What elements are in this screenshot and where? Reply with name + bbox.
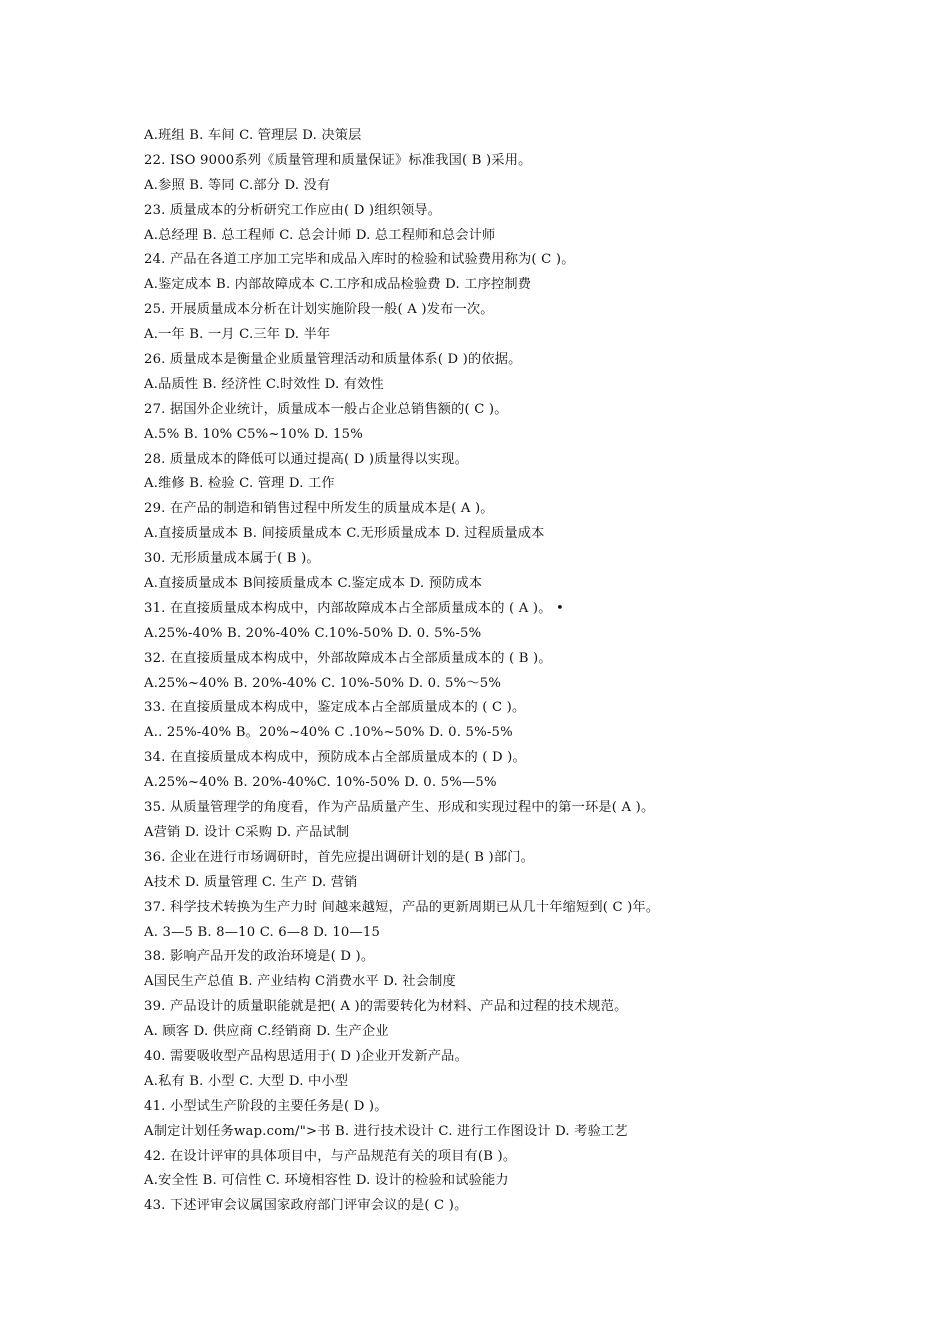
- question-line: 23. 质量成本的分析研究工作应由( D )组织领导。: [144, 202, 442, 218]
- question-line: 29. 在产品的制造和销售过程中所发生的质量成本是( A )。: [144, 501, 494, 517]
- options-line: A.25%~40% B. 20%-40%C. 10%-50% D. 0. 5%—5%: [144, 775, 497, 791]
- question-line: 37. 科学技术转换为生产力时 间越来越短，产品的更新周期已从几十年缩短到( C )年。: [144, 899, 660, 915]
- options-line: A.25%-40% B. 20%-40% C.10%-50% D. 0. 5%-5%: [144, 625, 482, 641]
- options-line: A.鉴定成本 B. 内部故障成本 C.工序和成品检验费 D. 工序控制费: [144, 277, 532, 293]
- options-line: A.一年 B. 一月 C.三年 D. 半年: [144, 327, 331, 343]
- question-line: 39. 产品设计的质量职能就是把( A )的需要转化为材料、产品和过程的技术规范。: [144, 999, 628, 1015]
- question-line: 41. 小型试生产阶段的主要任务是( D )。: [144, 1098, 388, 1114]
- question-line: 33. 在直接质量成本构成中，鉴定成本占全部质量成本的 ( C )。: [144, 700, 526, 716]
- question-line: 27. 据国外企业统计，质量成本一般占企业总销售额的( C )。: [144, 401, 508, 417]
- document-body: [144, 124, 904, 1219]
- options-line: A.安全性 B. 可信性 C. 环境相容性 D. 设计的检验和试验能力: [144, 1173, 509, 1189]
- question-line: 28. 质量成本的降低可以通过提高( D )质量得以实现。: [144, 451, 468, 467]
- options-line: A.5% B. 10% C5%~10% D. 15%: [144, 426, 363, 442]
- options-line: A.直接质量成本 B. 间接质量成本 C.无形质量成本 D. 过程质量成本: [144, 526, 545, 542]
- question-line: 24. 产品在各道工序加工完毕和成品入库时的检验和试验费用称为( C )。: [144, 252, 575, 268]
- question-line: 34. 在直接质量成本构成中，预防成本占全部质量成本的 ( D )。: [144, 750, 526, 766]
- options-line: A.维修 B. 检验 C. 管理 D. 工作: [144, 476, 335, 492]
- options-line: A.私有 B. 小型 C. 大型 D. 中小型: [144, 1073, 349, 1089]
- options-line: A营销 D. 设计 C采购 D. 产品试制: [144, 824, 350, 840]
- options-line: A技术 D. 质量管理 C. 生产 D. 营销: [144, 874, 358, 890]
- question-line: 42. 在设计评审的具体项目中，与产品规范有关的项目有(B )。: [144, 1148, 517, 1164]
- question-line: 31. 在直接质量成本构成中，内部故障成本占全部质量成本的 ( A )。 •: [144, 600, 564, 616]
- question-line: 35. 从质量管理学的角度看，作为产品质量产生、形成和实现过程中的第一环是( A )。: [144, 800, 655, 816]
- question-line: 32. 在直接质量成本构成中，外部故障成本占全部质量成本的 ( B )。: [144, 650, 552, 666]
- options-line: A.. 25%-40% B。20%~40% C .10%~50% D. 0. 5%-5%: [144, 725, 513, 741]
- question-line: 40. 需要吸收型产品构思适用于( D )企业开发新产品。: [144, 1048, 468, 1064]
- options-line: A.总经理 B. 总工程师 C. 总会计师 D. 总工程师和总会计师: [144, 227, 496, 243]
- text-line: A.班组 B. 车间 C. 管理层 D. 决策层: [144, 128, 362, 143]
- options-line: A.品质性 B. 经济性 C.时效性 D. 有效性: [144, 376, 384, 392]
- question-line: 26. 质量成本是衡量企业质量管理活动和质量体系( D )的依据。: [144, 352, 522, 368]
- options-line: A.25%~40% B. 20%-40% C. 10%-50% D. 0. 5%～5%: [144, 675, 502, 691]
- question-line: 38. 影响产品开发的政治环境是( D )。: [144, 949, 375, 965]
- options-line: A.参照 B. 等同 C.部分 D. 没有: [144, 177, 331, 193]
- options-line: A制定计划任务wap.com/">书 B. 进行技术设计 C. 进行工作图设计 D. 考验工艺: [144, 1123, 628, 1139]
- options-line: A国民生产总值 B. 产业结构 C消费水平 D. 社会制度: [144, 974, 456, 990]
- question-line: 30. 无形质量成本属于( B )。: [144, 551, 320, 567]
- question-line: 43. 下述评审会议属国家政府部门评审会议的是( C )。: [144, 1198, 468, 1214]
- question-line: 25. 开展质量成本分析在计划实施阶段一般( A )发布一次。: [144, 302, 494, 318]
- options-line: A. 顾客 D. 供应商 C.经销商 D. 生产企业: [144, 1024, 389, 1040]
- question-line: 36. 企业在进行市场调研时，首先应提出调研计划的是( B )部门。: [144, 849, 535, 865]
- question-line: 22. ISO 9000系列《质量管理和质量保证》标准我国( B )采用。: [144, 152, 532, 168]
- options-line: A. 3—5 B. 8—10 C. 6—8 D. 10—15: [144, 924, 381, 940]
- options-line: A.直接质量成本 B间接质量成本 C.鉴定成本 D. 预防成本: [144, 576, 483, 592]
